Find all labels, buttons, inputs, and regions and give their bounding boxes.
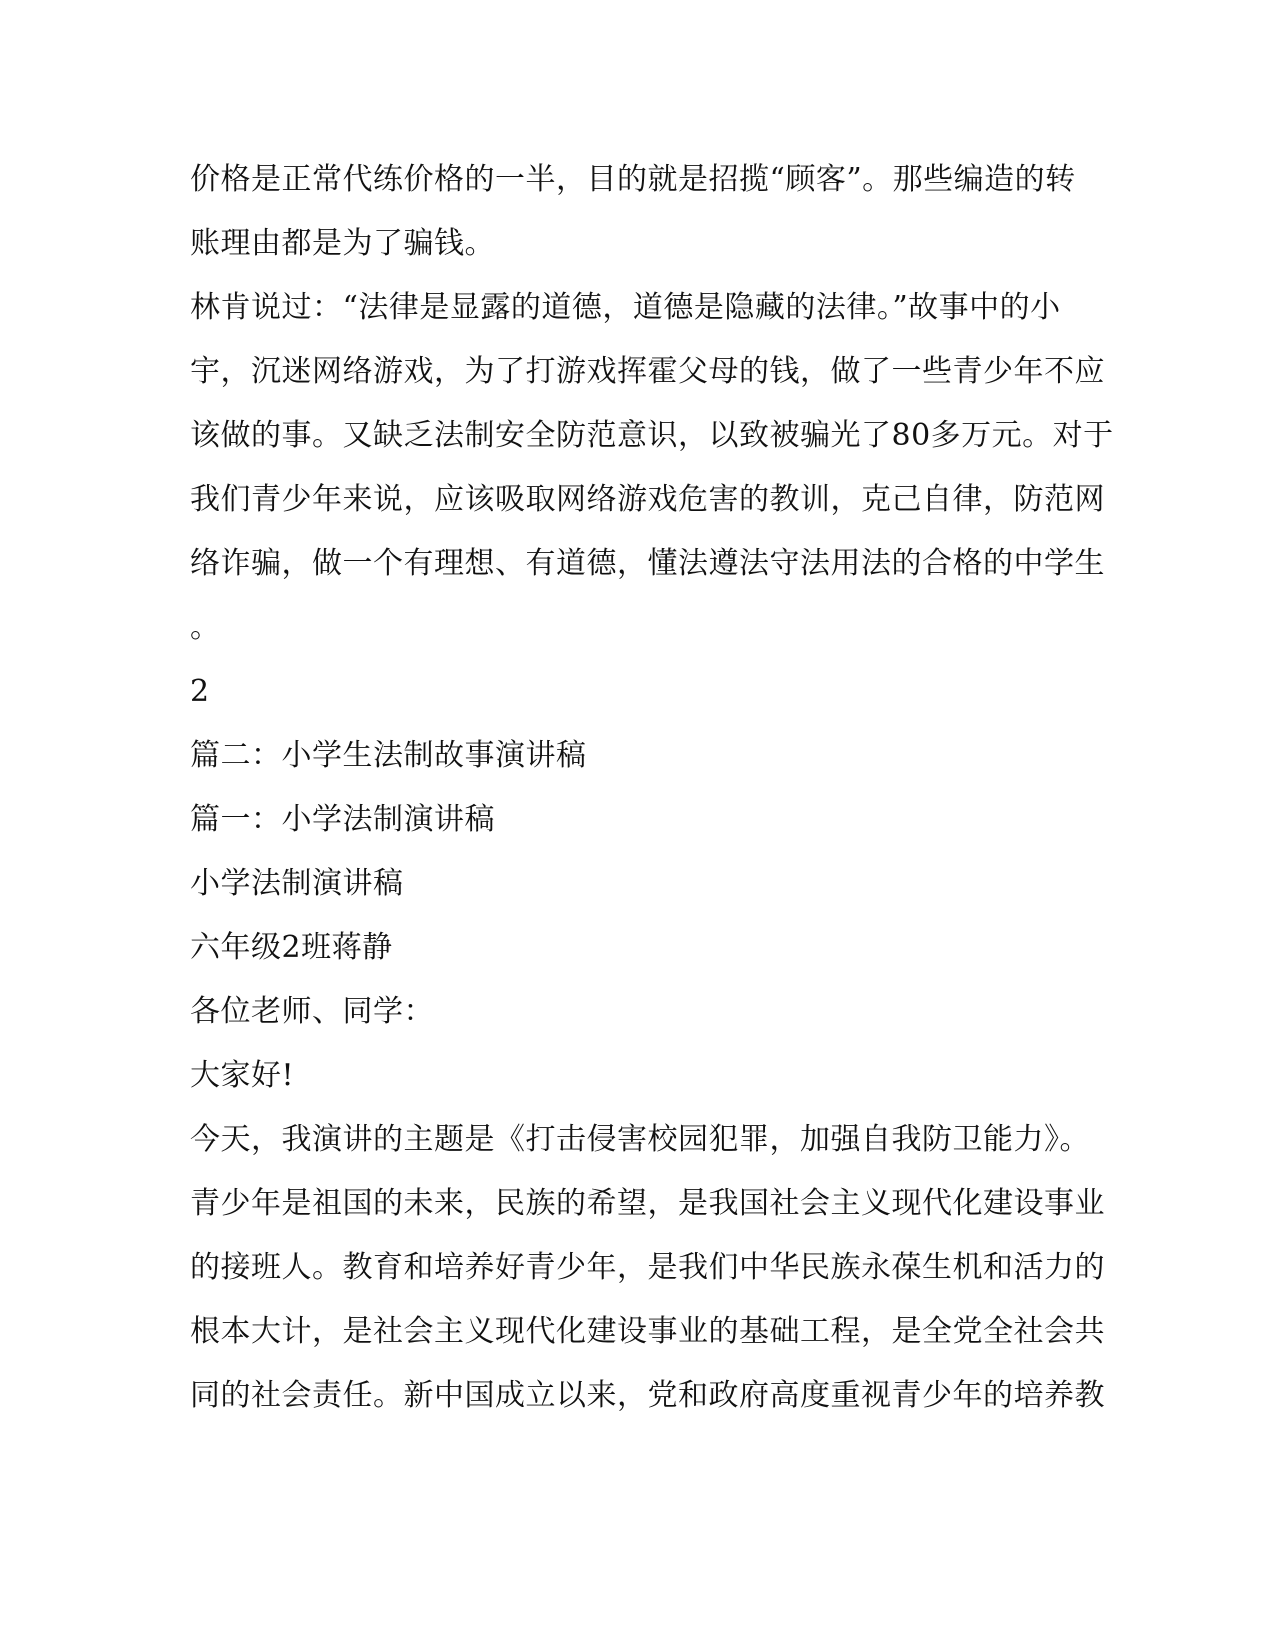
document-body — [190, 156, 1114, 1436]
greeting: 大家好! — [190, 1058, 295, 1093]
text-line: 络诈骗，做一个有理想、有道德，懂法遵法守法用法的合格的中学生 — [190, 546, 1105, 581]
speech-title: 小学法制演讲稿 — [190, 866, 404, 901]
text-line: 林肯说过：“法律是显露的道德，道德是隐藏的法律。”故事中的小 — [190, 290, 1061, 325]
text-line: 该做的事。又缺乏法制安全防范意识，以致被骗光了80多万元。对于 — [190, 418, 1114, 453]
section-heading: 篇一：小学法制演讲稿 — [190, 802, 495, 837]
author-line: 六年级2班蒋静 — [190, 930, 393, 965]
text-line: 根本大计，是社会主义现代化建设事业的基础工程，是全党全社会共 — [190, 1314, 1105, 1349]
section-heading: 篇二：小学生法制故事演讲稿 — [190, 738, 587, 773]
text-line: 同的社会责任。新中国成立以来，党和政府高度重视青少年的培养教 — [190, 1378, 1105, 1413]
text-line: 价格是正常代练价格的一半，目的就是招揽“顾客”。那些编造的转 — [190, 162, 1076, 197]
text-line: 青少年是祖国的未来，民族的希望，是我国社会主义现代化建设事业 — [190, 1186, 1105, 1221]
text-line: 我们青少年来说，应该吸取网络游戏危害的教训，克己自律，防范网 — [190, 482, 1105, 517]
text-line: 今天，我演讲的主题是《打击侵害校园犯罪，加强自我防卫能力》。 — [190, 1122, 1090, 1157]
text-line: 账理由都是为了骗钱。 — [190, 226, 495, 261]
text-line: 宇，沉迷网络游戏，为了打游戏挥霍父母的钱，做了一些青少年不应 — [190, 354, 1105, 389]
text-line: 的接班人。教育和培养好青少年，是我们中华民族永葆生机和活力的 — [190, 1250, 1105, 1285]
salutation: 各位老师、同学： — [190, 994, 434, 1029]
page-number: 2 — [190, 674, 210, 709]
text-line: 。 — [190, 610, 221, 645]
